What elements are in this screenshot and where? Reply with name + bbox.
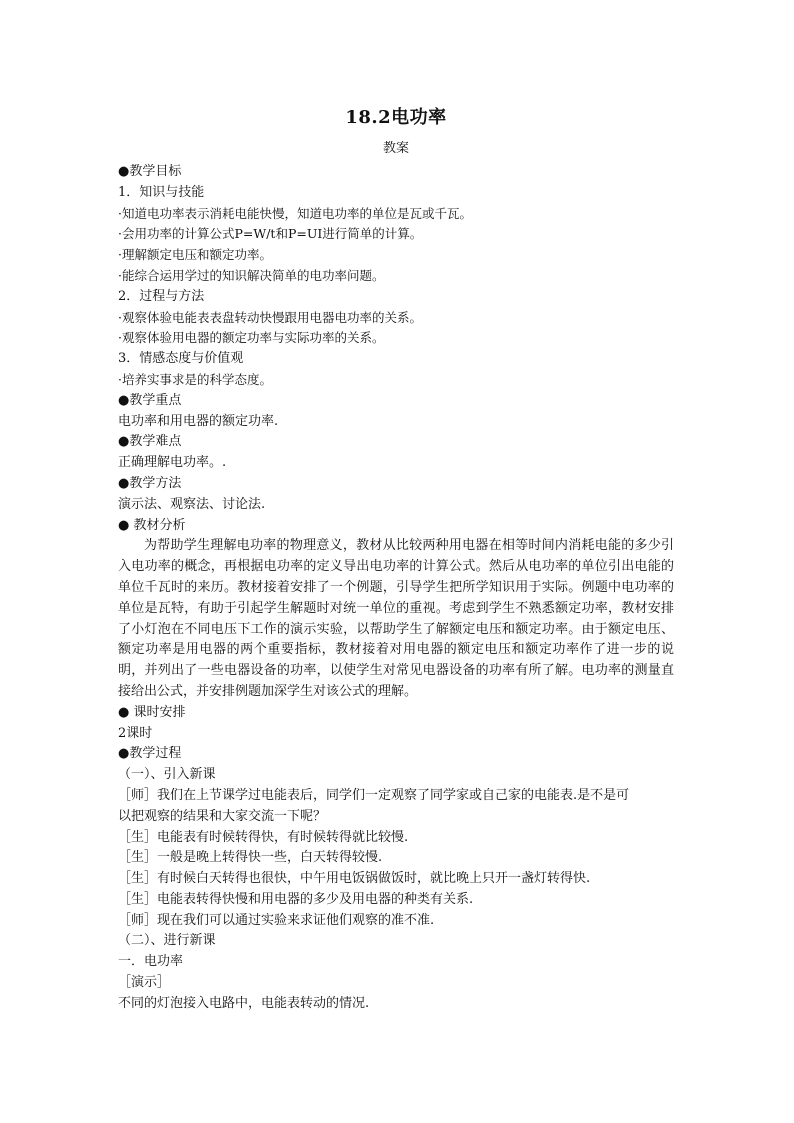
subheading-knowledge: 1．知识与技能 — [118, 184, 205, 200]
schedule-text: 2课时 — [118, 725, 153, 741]
objective-item: ·培养实事求是的科学态度。 — [118, 371, 272, 387]
dialogue-line: ［生］有时候白天转得也很快，中午用电饭锅做饭时，就比晚上只开一盏灯转得快. — [118, 871, 591, 887]
subheading-attitude: 3．情感态度与价值观 — [118, 351, 244, 367]
objective-item: ·理解额定电压和额定功率。 — [118, 247, 272, 263]
dialogue-line: ［生］电能表转得快慢和用电器的多少及用电器的种类有关系. — [118, 891, 474, 907]
objective-item: ·知道电功率表示消耗电能快慢，知道电功率的单位是瓦或千瓦。 — [118, 205, 472, 221]
document-subtitle: 教案 — [382, 141, 409, 156]
document-body — [118, 104, 674, 1015]
demo-text: 不同的灯泡接入电路中，电能表转动的情况. — [118, 995, 370, 1011]
heading-key-points: ●教学重点 — [118, 392, 182, 408]
difficulty-text: 正确理解电功率。. — [118, 455, 227, 471]
dialogue-line: 以把观察的结果和大家交流一下呢？ — [118, 808, 327, 824]
subheading-electric-power: 一．电功率 — [118, 954, 184, 970]
key-points-text: 电功率和用电器的额定功率. — [118, 413, 279, 429]
process-section — [118, 703, 674, 1015]
heading-methods: ●教学方法 — [118, 475, 182, 491]
objective-item: ·观察体验用电器的额定功率与实际功率的关系。 — [118, 330, 385, 346]
dialogue-line: ［生］一般是晚上转得快一些，白天转得较慢. — [118, 850, 383, 866]
objective-item: ·会用功率的计算公式P=W/t和P=UI进行简单的计算。 — [118, 226, 423, 242]
heading-objectives: ●教学目标 — [118, 164, 182, 179]
dialogue-line: ［师］现在我们可以通过实验来求证他们观察的准不准. — [118, 912, 435, 928]
analysis-paragraph: 为帮助学生理解电功率的物理意义，教材从比较两种用电器在相等时间内消耗电能的多少引入电功率的概念，再根据电功率的定义导出电功率的计算公式。然后从电功率的单位引出电能的单位千瓦时的来历。教材接着安排了一个例题，引导学生把所学知识用于实际。例题中电功率的单位是瓦特，有助于引起学生解题时对统一单位的重视。考虑到学生不熟悉额定功率，教材安排了小灯泡在不同电压下工作的演示实验，以帮助学生了解额定电压和额定功率。由于额定电压、额定功率是用电器的两个重要指标，教材接着对用电器的额定电压和额定功率作了进一步的说明，并列出了一些电器设备的功率，以使学生对常见电器设备的功率有所了解。电功率的测量直接给出公式，并安排例题加深学生对该公式的理解。 — [118, 538, 674, 699]
heading-difficulty: ●教学难点 — [118, 434, 182, 450]
subheading-intro: （一）、引入新课 — [118, 767, 216, 783]
methods-text: 演示法、观察法、讨论法. — [118, 496, 266, 512]
objective-item: ·能综合运用学过的知识解决简单的电功率问题。 — [118, 267, 385, 283]
document-title: 18.2电功率 — [345, 107, 447, 128]
objectives-section — [118, 162, 674, 536]
subheading-process: 2．过程与方法 — [118, 288, 205, 304]
heading-schedule: ● 课时安排 — [118, 704, 186, 720]
demo-label: ［演示］ — [118, 975, 171, 991]
dialogue-line: ［生］电能表有时候转得快，有时候转得就比较慢. — [118, 829, 409, 845]
heading-analysis: ● 教材分析 — [118, 517, 186, 533]
dialogue-line: ［师］我们在上节课学过电能表后，同学们一定观察了同学家或自己家的电能表.是不是可 — [118, 787, 630, 803]
heading-process: ●教学过程 — [118, 746, 182, 762]
objective-item: ·观察体验电能表表盘转动快慢跟用电器电功率的关系。 — [118, 309, 422, 325]
subheading-new-lesson: （二）、进行新课 — [118, 933, 216, 949]
